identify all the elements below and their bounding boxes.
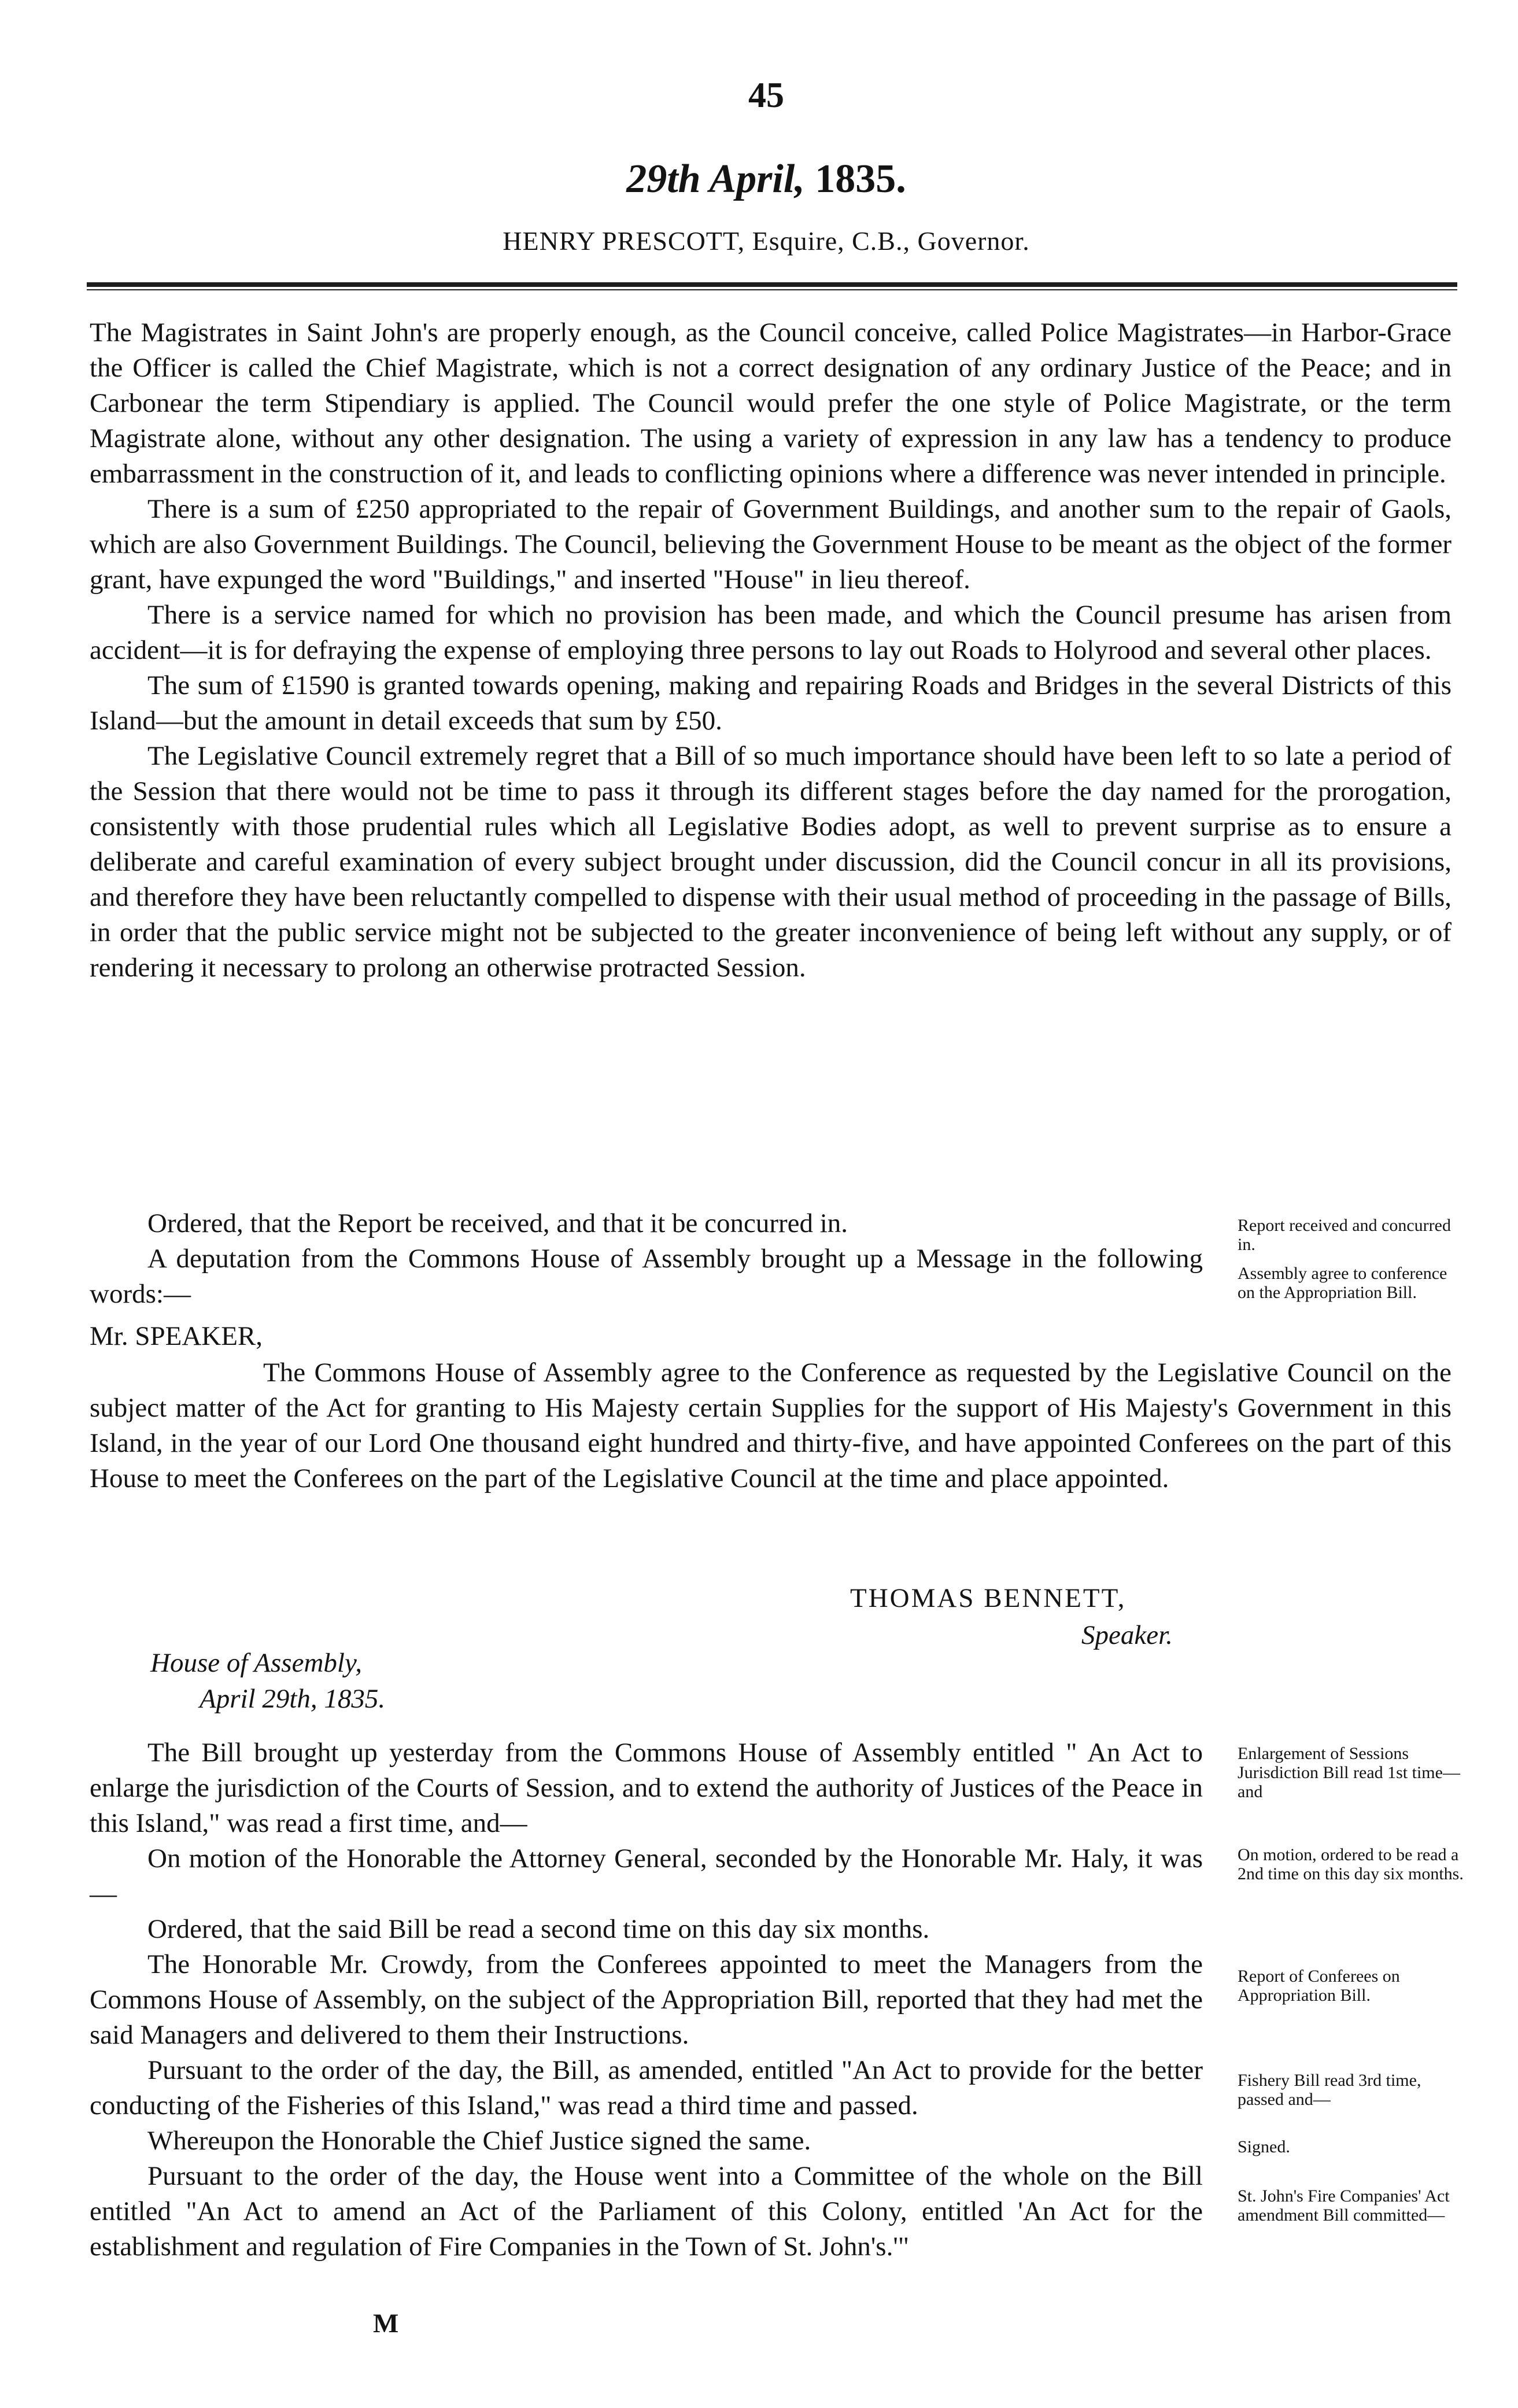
proceeding-paragraph: The Bill brought up yesterday from the Commons House of Assembly entitled " An Act to enlarge the jurisdiction of the Courts of Session, and to extend the authority of Justices of the Peace in this Island," was read a first time, and— xyxy=(90,1738,1203,1838)
proceedings-first xyxy=(90,1206,1203,1312)
margin-note-on-motion: On motion, ordered to be read a 2nd time on this day six months. xyxy=(1238,1845,1464,1883)
proceeding-paragraph: Ordered, that the Report be received, and that it be concurred in. xyxy=(147,1208,848,1238)
report-paragraph: The Legislative Council extremely regret that a Bill of so much importance should have been left to so late a period of the Session that there would not be time to pass it through its different stages before the day named for the prorogation, consistently with those prudential rules which all Legislative Bodies adopt, as well to prevent surprise as to ensure a deliberate and careful examination of every subject brought under discussion, did the Council concur in all its provisions, and therefore they have been reluctantly compelled to dispense with their usual method of proceeding in the passage of Bills, in order that the public service might not be subjected to the greater inconvenience of being left without any supply, or of rendering it necessary to prolong an otherwise protracted Session. xyxy=(90,741,1451,983)
message-salutation: Mr. SPEAKER, xyxy=(90,1321,263,1351)
message-place: House of Assembly, xyxy=(150,1648,362,1678)
margin-note-report-received: Report received and concurred in. xyxy=(1238,1216,1451,1254)
session-date xyxy=(87,156,1446,202)
message-body: The Commons House of Assembly agree to the Conference as requested by the Legislative Council on the subject matter of the Act for granting to His Majesty certain Supplies for the support of His Majesty's Government in this Island, in the year of our Lord One thousand eight hundred and thirty-five, and have appointed Conferees on the part of this House to meet the Conferees on the part of the Legislative Council at the time and place appointed. xyxy=(90,1358,1451,1494)
proceeding-paragraph: Pursuant to the order of the day, the Bill, as amended, entitled "An Act to provide for the better conducting of the Fisheries of this Island," was read a third time and passed. xyxy=(90,2055,1203,2121)
margin-note-fire-companies: St. John's Fire Companies' Act amendment Bill committed— xyxy=(1238,2186,1450,2225)
message-signatory: THOMAS BENNETT, xyxy=(850,1583,1127,1613)
proceeding-paragraph: The Honorable Mr. Crowdy, from the Conferees appointed to meet the Managers from the Commons House of Assembly, on the subject of the Appropriation Bill, reported that they had met the said Managers and delivered to them their Instructions. xyxy=(90,1949,1203,2050)
margin-note-report-conferees: Report of Conferees on Appropriation Bill. xyxy=(1238,1967,1400,2005)
report-paragraph: The sum of £1590 is granted towards opening, making and repairing Roads and Bridges in the several Districts of this Island—but the amount in detail exceeds that sum by £50. xyxy=(90,670,1451,736)
page-number: 45 xyxy=(748,76,784,115)
governor-line: HENRY PRESCOTT, Esquire, C.B., Governor. xyxy=(503,226,1030,256)
margin-note-enlargement: Enlargement of Sessions Jurisdiction Bill read 1st time—and xyxy=(1238,1744,1460,1801)
proceeding-paragraph: On motion of the Honorable the Attorney General, seconded by the Honorable Mr. Haly, it was— xyxy=(90,1843,1203,1909)
message-date: April 29th, 1835. xyxy=(200,1684,386,1714)
margin-note-signed: Signed. xyxy=(1238,2137,1290,2156)
message-signatory-title: Speaker. xyxy=(1081,1620,1173,1650)
proceeding-paragraph: Pursuant to the order of the day, the House went into a Committee of the whole on the Bill entitled "An Act to amend an Act of the Parliament of this Colony, entitled 'An Act for the establishment and regulation of Fire Companies in the Town of St. John's.'" xyxy=(90,2161,1203,2262)
report-paragraph: There is a sum of £250 appropriated to the repair of Government Buildings, and another sum to the repair of Gaols, which are also Government Buildings. The Council, believing the Government House to be meant as the object of the former grant, have expunged the word "Buildings," and inserted "House" in lieu thereof. xyxy=(90,494,1451,595)
signature-mark: M xyxy=(373,2309,399,2339)
margin-note-fishery: Fishery Bill read 3rd time, passed and— xyxy=(1238,2071,1421,2109)
margin-note-assembly-agree: Assembly agree to conference on the Appropriation Bill. xyxy=(1238,1264,1447,1302)
report-paragraph: There is a service named for which no provision has been made, and which the Council presume has arisen from accident—it is for defraying the expense of employing three persons to lay out Roads to Holyrood and several other places. xyxy=(90,600,1451,665)
proceeding-paragraph: A deputation from the Commons House of Assembly brought up a Message in the following words:— xyxy=(90,1244,1203,1309)
proceeding-paragraph: Ordered, that the said Bill be read a second time on this day six months. xyxy=(147,1914,930,1944)
header-rule xyxy=(87,282,1457,290)
session-date-year: 1835. xyxy=(815,157,906,201)
council-report xyxy=(90,315,1451,986)
report-paragraph: The Magistrates in Saint John's are properly enough, as the Council conceive, called Police Magistrates—in Harbor-Grace the Officer is called the Chief Magistrate, which is not a correct designation of any ordinary Justice of the Peace; and in Carbonear the term Stipendiary is applied. The Council would prefer the one style of Police Magistrate, or the term Magistrate alone, without any other designation. The using a variety of expression in any law has a tendency to produce embarrassment in the construction of it, and leads to conflicting opinions where a difference was never intended in principle. xyxy=(90,318,1451,489)
proceeding-paragraph: Whereupon the Honorable the Chief Justice signed the same. xyxy=(147,2126,811,2156)
proceedings-second xyxy=(90,1735,1203,2265)
session-date-day: 29th April, xyxy=(626,157,805,201)
